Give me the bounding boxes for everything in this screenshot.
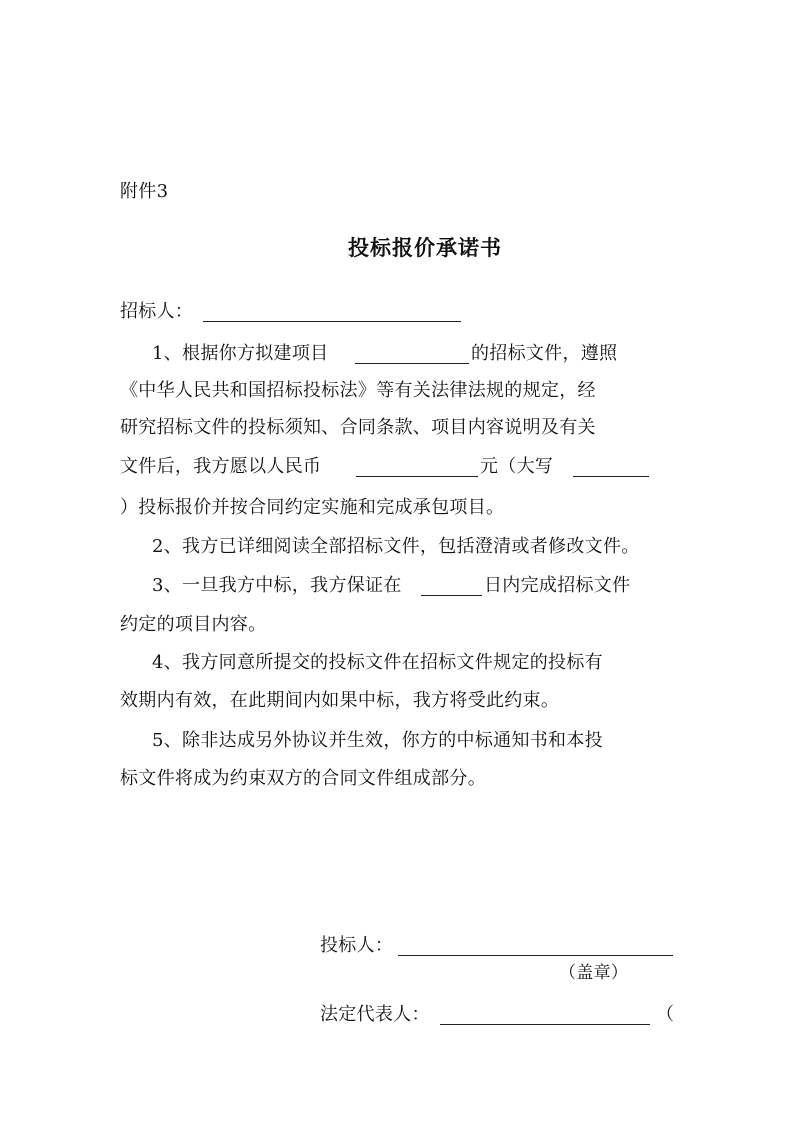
legal-rep-blank xyxy=(440,1024,650,1025)
clause-1-text-b: 的招标文件，遵照 xyxy=(471,343,618,364)
clause-1-line-3: 研究招标文件的投标须知、合同条款、项目内容说明及有关 xyxy=(120,417,596,438)
clause-4-line-2: 效期内有效，在此期间内如果中标，我方将受此约束。 xyxy=(120,690,560,711)
clause-2: 2、我方已详细阅读全部招标文件，包括澄清或者修改文件。 xyxy=(152,536,640,557)
attachment-label: 附件3 xyxy=(120,181,169,202)
seal-note: （盖章） xyxy=(559,963,629,983)
clause-1-line-5: ）投标报价并按合同约定实施和完成承包项目。 xyxy=(120,497,505,518)
days-blank xyxy=(421,595,482,596)
bidder-label: 投标人： xyxy=(320,935,394,956)
amount-blank xyxy=(356,476,478,477)
clause-3-text-b: 日内完成招标文件 xyxy=(484,575,631,596)
clause-1-text-d: 元（大写 xyxy=(480,456,554,477)
trailing-paren: （ xyxy=(656,1004,675,1025)
amount-in-words-blank xyxy=(573,476,649,477)
clause-1-line-2: 《中华人民共和国招标投标法》等有关法律法规的规定，经 xyxy=(120,380,596,401)
recipient-blank xyxy=(203,321,461,322)
clause-5-line-2: 标文件将成为约束双方的合同文件组成部分。 xyxy=(120,768,486,789)
clause-4-line-1: 4、我方同意所提交的投标文件在招标文件规定的投标有 xyxy=(152,652,603,673)
legal-rep-label: 法定代表人： xyxy=(320,1004,430,1025)
clause-1-text-c: 文件后，我方愿以人民币 xyxy=(120,456,322,477)
bidder-blank xyxy=(398,955,673,956)
project-name-blank xyxy=(355,363,469,364)
document-title: 投标报价承诺书 xyxy=(348,235,502,260)
clause-3-line-2: 约定的项目内容。 xyxy=(120,614,267,635)
recipient-label: 招标人： xyxy=(120,301,194,322)
clause-3-text-a: 3、一旦我方中标，我方保证在 xyxy=(152,575,402,596)
clause-5-line-1: 5、除非达成另外协议并生效，你方的中标通知书和本投 xyxy=(152,730,603,751)
clause-1-text-a: 1、根据你方拟建项目 xyxy=(152,343,329,364)
